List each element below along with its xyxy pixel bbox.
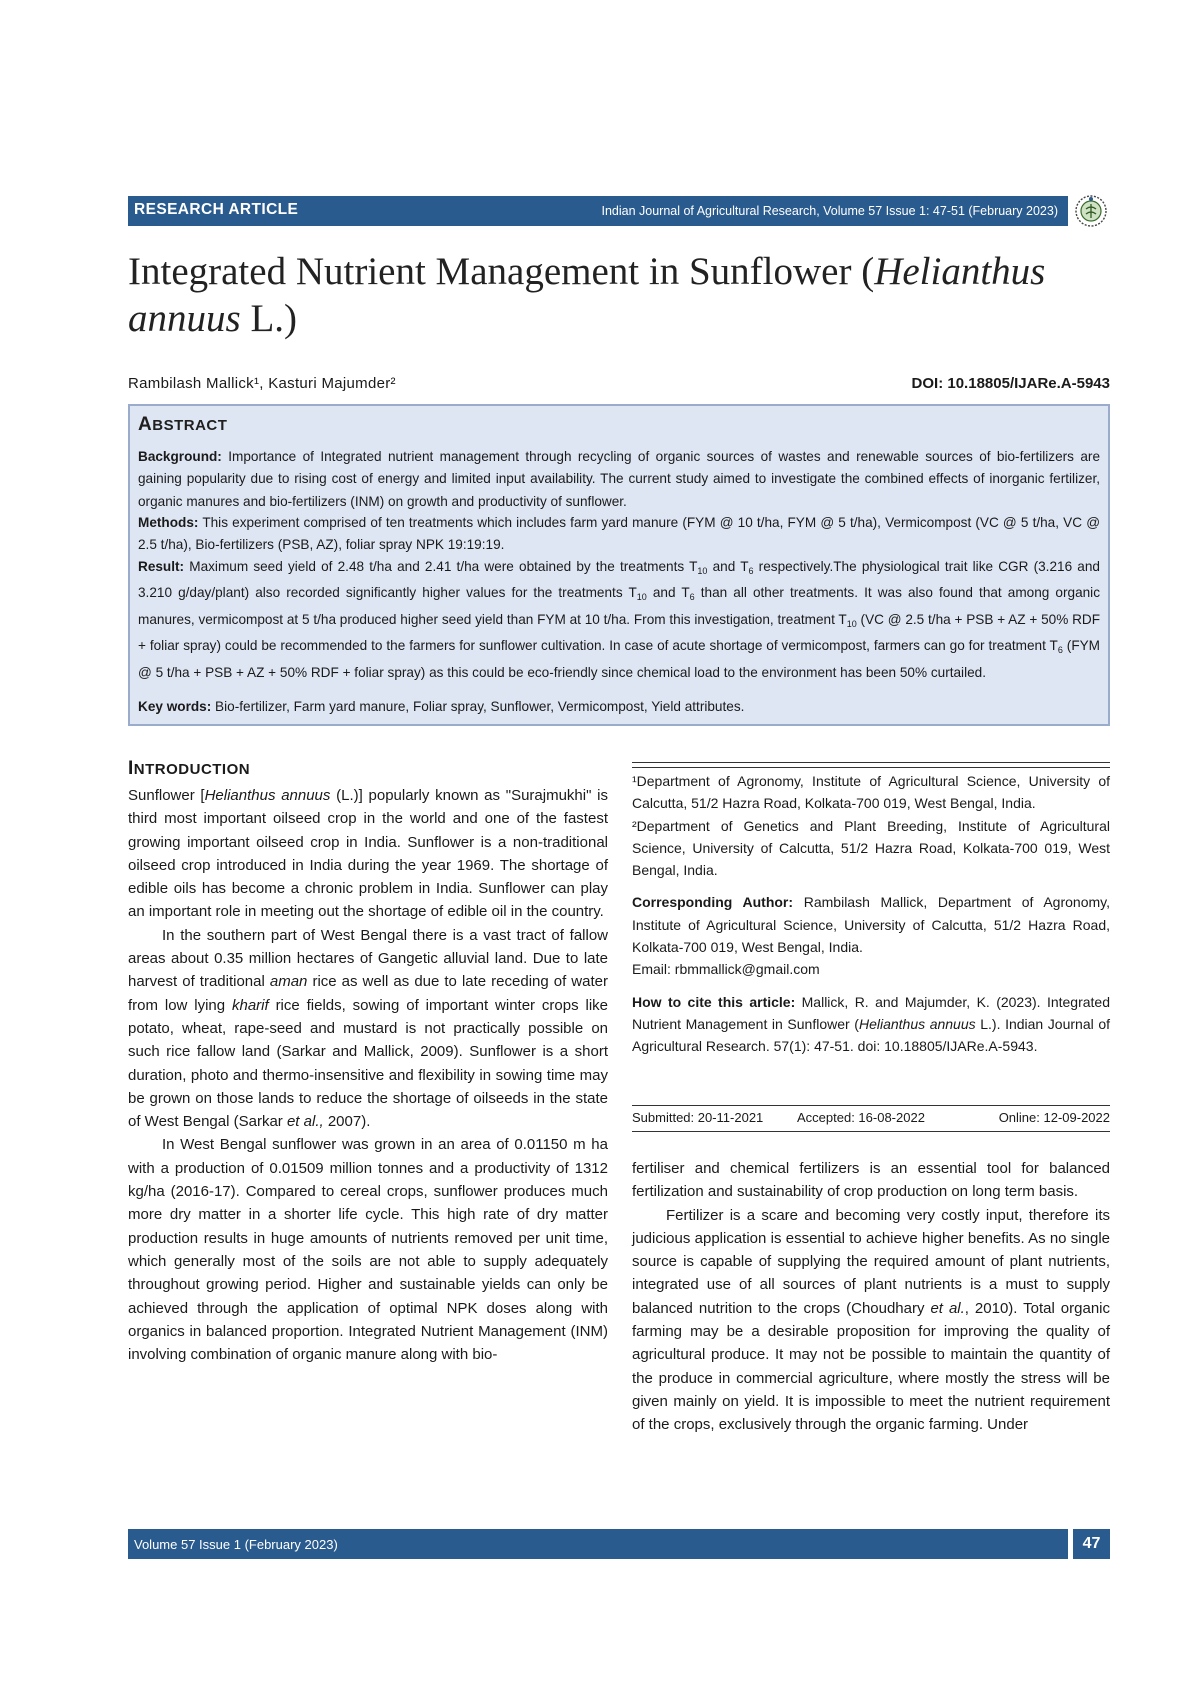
abstract-box: [128, 404, 1110, 726]
accepted-date: Accepted: 16-08-2022: [797, 1110, 925, 1125]
affiliation-rule: [632, 762, 1110, 768]
abstract-result: Result: Maximum seed yield of 2.48 t/ha and 2.41 t/ha were obtained by the treatments $T_{10}$ and $T_6$ respectively.The physiological trait like CGR (3.216 and 3.210 g/day/plant) also recorded significantly higher values for the treatments $T_{10}$ and $T_6$ than all other treatments. It was also found that among organic manures, vermicompost at 5 t/ha produced higher seed yield than FYM at 10 t/ha. From this investigation, treatment $T_{10}$ (VC @ 2.5 t/ha + PSB + AZ + 50% RDF + foliar spray) could be recommended to the farmers for sunflower cultivation. In case of acute shortage of vermicompost, farmers can go for treatment $T_6$ (FYM @ 5 t/ha + PSB + AZ + 50% RDF + foliar spray) as this could be eco-friendly since chemical load to the environment has been 50% curtailed.: [138, 559, 1101, 680]
journal-citation: Indian Journal of Agricultural Research, Volume 57 Issue 1: 47-51 (February 2023): [601, 204, 1058, 218]
intro-paragraph-1: Sunflower [Helianthus annuus (L.)] popularly known as "Surajmukhi" is third most important oilseed crop in the world and one of the fastest growing important oilseed crop in India. Sunflower is a non-traditional oilseed crop introduced in India during the year 1969. The shortage of edible oils has become a chronic problem in India. Sunflower can play an important role in meeting out the shortage of edible oil in the country.: [128, 787, 608, 921]
dates-row: [632, 1105, 1110, 1132]
online-date: Online: 12-09-2022: [998, 1110, 1110, 1125]
footer-volume: Volume 57 Issue 1 (February 2023): [134, 1537, 338, 1552]
email[interactable]: Email: rbmmallick@gmail.com: [632, 961, 820, 978]
left-column-body: [128, 784, 608, 1366]
footer-bar: [128, 1529, 1068, 1559]
affiliations-block: [632, 770, 1110, 1068]
affiliation-1: ¹Department of Agronomy, Institute of Agricultural Science, University of Calcutta, 51/2 Hazra Road, Kolkata-700 019, West Bengal, India.: [632, 773, 1110, 812]
article-type-label: RESEARCH ARTICLE: [134, 201, 299, 218]
intro-paragraph-2: In the southern part of West Bengal there is a vast tract of fallow areas about 0.35 million hectares of Gangetic alluvial land. Due to late harvest of traditional aman rice as well as due to late receding of water from low lying kharif rice fields, sowing of important winter crops like potato, wheat, rape-seed and mustard is not practically possible on such rice fallow land (Sarkar and Mallick, 2009). Sunflower is a short duration, photo and thermo-insensitive and flexibility in sowing time may be grown on those lands to reduce the shortage of oilseeds in the state of West Bengal (Sarkar et al., 2007).: [128, 926, 609, 1131]
body-paragraph-2: Fertilizer is a scare and becoming very costly input, therefore its judicious application is essential to achieve higher benefits. As no single source is capable of supplying the required amount of plant nutrients, integrated use of all sources of plant nutrients is a must to supply balanced nutrition to the crops (Choudhary et al., 2010). Total organic farming may be a desirable proposition for improving the quality of agricultural produce. It may not be possible to maintain the quantity of the produce in commercial agriculture, where mostly the stress will be given mainly on yield. It is impossible to meet the nutrient requirement of the crops, exclusively through the organic farming. Under: [632, 1206, 1110, 1434]
how-to-cite: How to cite this article: Mallick, R. and Majumder, K. (2023). Integrated Nutrient Management in Sunflower (Helianthus annuus L.). Indian Journal of Agricultural Research. 57(1): 47-51. doi: 10.18805/IJARe.A-5943.: [632, 993, 1110, 1055]
introduction-heading: INTRODUCTION: [128, 758, 251, 779]
corresponding-author: Corresponding Author: Rambilash Mallick, Department of Agronomy, Institute of Agricultural Science, University of Calcutta, 51/2 Hazra Road, Kolkata-700 019, West Bengal, India. Email: rbmmallick@gmail.com: [632, 894, 1110, 978]
journal-seal-icon: [1073, 193, 1109, 229]
abstract-heading: ABSTRACT: [138, 414, 228, 435]
right-column-body: [632, 1157, 1110, 1437]
abstract-keywords: Key words: Bio-fertilizer, Farm yard manure, Foliar spray, Sunflower, Vermicompost, Yield attributes.: [138, 699, 745, 714]
intro-paragraph-3: In West Bengal sunflower was grown in an area of 0.01150 m ha with a production of 0.01509 million tonnes and a productivity of 1312 kg/ha (2016-17). Compared to cereal crops, sunflower produces much more dry matter in a shorter life cycle. This high rate of dry matter production results in huge amounts of nutrients removed per unit time, which generally most of the soils are not able to supply adequately throughout growing period. Higher and sustainable yields can only be achieved through the application of optimal NPK doses along with organics in balanced proportion. Integrated Nutrient Management (INM) involving combination of organic manure along with bio-: [128, 1136, 608, 1364]
affiliation-2: ²Department of Genetics and Plant Breeding, Institute of Agricultural Science, University of Calcutta, 51/2 Hazra Road, Kolkata-700 019, West Bengal, India.: [632, 817, 1110, 879]
authors: Rambilash Mallick¹, Kasturi Majumder²: [128, 375, 396, 392]
abstract-methods: Methods: This experiment comprised of ten treatments which includes farm yard manure (FYM @ 10 t/ha, FYM @ 5 t/ha), Vermicompost (VC @ 5 t/ha, VC @ 2.5 t/ha), Bio-fertilizers (PSB, AZ), foliar spray NPK 19:19:19.: [138, 515, 1100, 553]
page-number: 47: [1073, 1529, 1110, 1559]
body-paragraph-1: fertiliser and chemical fertilizers is an essential tool for balanced fertilization and sustainability of crop production on long term basis.: [632, 1160, 1110, 1201]
abstract-background: Background: Importance of Integrated nutrient management through recycling of organic sources of wastes and renewable sources of bio-fertilizers are gaining popularity due to rising cost of energy and limited input availability. The current study aimed to investigate the combined effects of inorganic fertilizer, organic manures and bio-fertilizers (INM) on growth and productivity of sunflower.: [138, 449, 1100, 509]
submitted-date: Submitted: 20-11-2021: [632, 1110, 764, 1125]
doi[interactable]: DOI: 10.18805/IJARe.A-5943: [911, 375, 1110, 392]
header-bar: [128, 196, 1068, 226]
article-title: Integrated Nutrient Management in Sunflower (Helianthus annuus L.): [128, 250, 1046, 340]
